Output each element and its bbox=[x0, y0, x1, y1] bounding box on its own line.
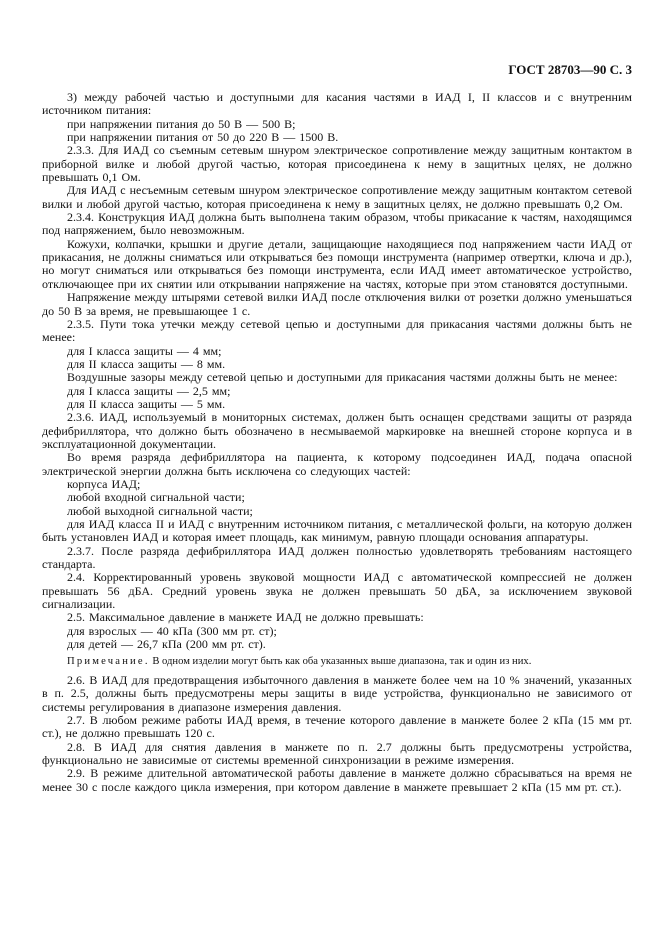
note-paragraph: Примечание. В одном изделии могут быть как оба указанных выше диапазона, так и один из них. bbox=[67, 656, 532, 668]
paragraph: корпуса ИАД; bbox=[67, 476, 141, 491]
paragraph: 2.3.7. После разряда дефибриллятора ИАД должен полностью удовлетворять требованиям настоящего стандарта. bbox=[42, 543, 632, 572]
paragraph: 2.8. В ИАД для снятия давления в манжете по п. 2.7 должны быть предусмотрены устройства, функционально не зависимые от системы временной синхронизации в режиме измерения. bbox=[42, 739, 632, 767]
paragraph: для II класса защиты — 5 мм. bbox=[67, 396, 226, 411]
paragraph: для взрослых — 40 кПа (300 мм рт. ст); bbox=[67, 623, 277, 638]
paragraph: для детей — 26,7 кПа (200 мм рт. ст). bbox=[67, 637, 266, 652]
paragraph: 2.3.3. Для ИАД со съемным сетевым шнуром электрическое сопротивление между защитным контактом в приборной вилке и любой другой частью, которая присоединена к нему в защитных целях, не должно превышать 0,1 Ом. bbox=[42, 143, 632, 185]
paragraph: 2.3.5. Пути тока утечки между сетевой цепью и доступными для прикасания частями должны быть не менее: bbox=[42, 316, 632, 345]
paragraph: для I класса защиты — 4 мм; bbox=[67, 343, 222, 358]
paragraph: 2.3.4. Конструкция ИАД должна быть выполнена таким образом, чтобы прикасание к частям, находящимся под напряжением, было невозможным. bbox=[42, 210, 632, 238]
paragraph: при напряжении питания до 50 В — 500 В; bbox=[67, 116, 296, 131]
paragraph: 2.5. Максимальное давление в манжете ИАД не должно превышать: bbox=[67, 610, 424, 625]
paragraph: при напряжении питания от 50 до 220 В — 1500 В. bbox=[67, 130, 339, 145]
document-body bbox=[42, 91, 632, 794]
paragraph: любой выходной сигнальной части; bbox=[67, 503, 253, 518]
paragraph: любой входной сигнальной части; bbox=[67, 490, 245, 505]
paragraph: Воздушные зазоры между сетевой цепью и доступными для прикасания частями должны быть не менее: bbox=[67, 370, 618, 385]
doc-number: ГОСТ 28703—90 С. 3 bbox=[508, 62, 632, 77]
paragraph: 2.9. В режиме длительной автоматической работы давление в манжете должно сбрасываться на время не менее 30 с после каждого цикла измерения, при котором давление в манжете превышает 2 кПа (15 мм рт. ст.). bbox=[42, 766, 632, 794]
paragraph: 2.4. Корректированный уровень звуковой мощности ИАД с автоматической компрессией не должен превышать 56 дБА. Средний уровень звука не должен превышать 50 дБА, за исключением звуковой сигнализации. bbox=[42, 570, 632, 612]
paragraph: Напряжение между штырями сетевой вилки ИАД после отключения вилки от розетки должно уменьшаться до 50 В за время, не превышающее 1 с. bbox=[42, 290, 632, 318]
note-label: Примечание. bbox=[67, 656, 150, 668]
paragraph: 2.3.6. ИАД, используемый в мониторных системах, должен быть оснащен средствами защиты от разряда дефибриллятора, что должно быть обозначено в несмываемой маркировке на внешней стороне корпуса и в эксплуатационной документации. bbox=[42, 410, 632, 451]
paragraph: 3) между рабочей частью и доступными для касания частями в ИАД I, II классов и с внутренним источником питания: bbox=[42, 90, 632, 118]
paragraph: 2.6. В ИАД для предотвращения избыточного давления в манжете более чем на 10 % значений, указанных в п. 2.5, должны быть предусмотрены меры защиты в виде устройства, функционально не зависимого от системы регулирования в диапазоне измерения давления. bbox=[42, 672, 632, 714]
page-header bbox=[42, 62, 632, 77]
paragraph: для I класса защиты — 2,5 мм; bbox=[67, 383, 231, 398]
paragraph: Для ИАД с несъемным сетевым шнуром электрическое сопротивление между защитным контактом сетевой вилки и любой другой частью, которая присоединена к нему в защитных целях, не должно превышать 0,2 Ом. bbox=[42, 183, 632, 211]
paragraph: для ИАД класса II и ИАД с внутренним источником питания, с металлической фольги, на которую должен быть установлен ИАД и которая имеет площадь, как минимум, равную площади основания аппаратуры. bbox=[42, 517, 632, 545]
paragraph: Во время разряда дефибриллятора на пациента, к которому подсоединен ИАД, подача опасной электрической энергии должна быть исключена со следующих частей: bbox=[42, 450, 632, 478]
paragraph: 2.7. В любом режиме работы ИАД время, в течение которого давление в манжете более 2 кПа (15 мм рт. ст.), не должно превышать 120 с. bbox=[42, 712, 632, 741]
paragraph: для II класса защиты — 8 мм. bbox=[67, 356, 226, 371]
paragraph: Кожухи, колпачки, крышки и другие детали, защищающие находящиеся под напряжением части ИАД от прикасания, не должны сниматься или открываться без помощи инструмента (например отвертки, ключа и др.), но могут сниматься или открываться без помощи инструмента, если ИАД имеет автоматическое устройство, отключающее при их снятии или открывании напряжение на частях, которые при этом становятся доступными. bbox=[42, 236, 632, 291]
